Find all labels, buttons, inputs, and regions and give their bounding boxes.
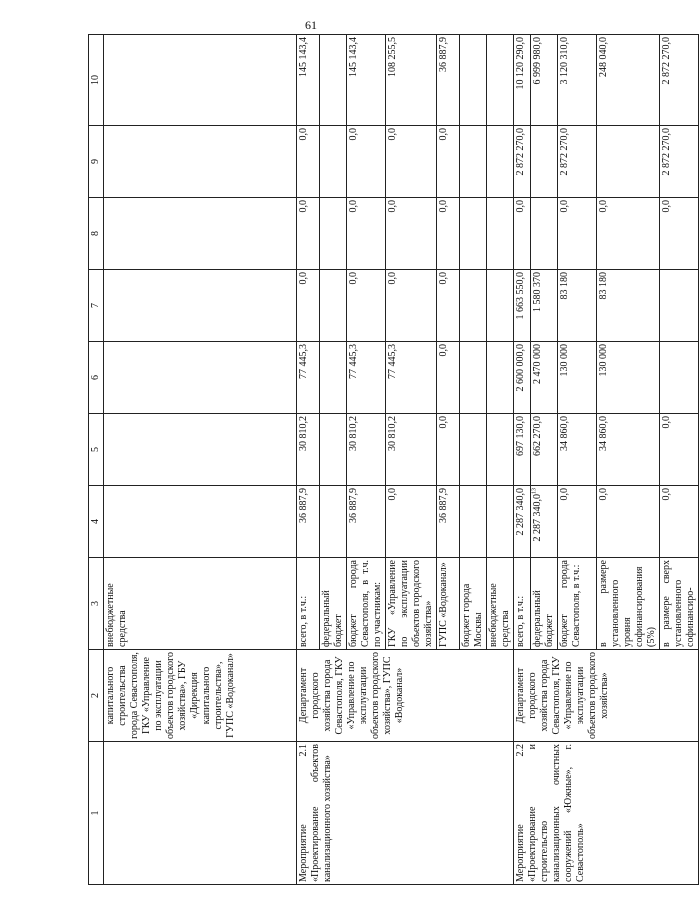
value-cell: 30 810,2 [347,414,386,486]
value-cell [487,414,514,486]
source-cell: всего, в т.ч.: [514,558,531,650]
value-cell [660,270,699,342]
value-cell: 0,0 [347,198,386,270]
cell-empty [104,35,297,126]
value-cell [487,270,514,342]
value-cell: 0,0 [297,270,320,342]
source-cell: бюджет города Севастополя, в т.ч.: [558,558,597,650]
value-cell: 2 600 000,0 [514,342,531,414]
col-header-3: 3 [89,558,104,650]
value-cell [487,198,514,270]
source-cell: бюджет города Москвы [460,558,487,650]
table-row [104,35,297,885]
value-cell: 34 860,0 [558,414,597,486]
value-cell: 1 663 550,0 [514,270,531,342]
executors-cell: капитального строительства города Севастополя, ГКУ «Управление по эксплуатации объектов городского хозяйства», ГБУ «Дирекция капитального строительства», ГУПС «Водоканал» [104,650,297,742]
value-cell: 77 445,3 [347,342,386,414]
value-cell: 2 872 270,0 [660,35,699,126]
value-cell: 145 143,4 [347,35,386,126]
source-cell: в размере сверх установленного софинансиро- [660,558,699,650]
value-cell [320,414,347,486]
measure-executors-2-2: Департамент городского хозяйства города Севастополя, ГКУ «Управление по эксплуатации объектов городского хозяйства» [514,650,699,742]
source-cell: ГУПС «Водоканал» [437,558,460,650]
source-cell: федеральный бюджет [320,558,347,650]
cell-empty [104,270,297,342]
value-cell: 30 810,2 [297,414,320,486]
value-cell: 2 872 270,0 [514,126,531,198]
value-cell: 0,0 [558,198,597,270]
value-text: 2 287 340,0 [532,494,543,542]
value-cell [320,270,347,342]
value-cell: 145 143,4 [297,35,320,126]
value-cell [460,35,487,126]
value-cell: 0,0 [660,486,699,558]
value-cell: 0,0 [297,198,320,270]
value-cell: 0,0 [347,126,386,198]
page-number: 61 [305,18,317,32]
value-cell [460,414,487,486]
cell-empty [104,126,297,198]
value-cell [460,126,487,198]
value-cell: 0,0 [437,342,460,414]
value-cell: 0,0 [437,414,460,486]
table-row [514,35,531,885]
value-cell [460,486,487,558]
value-cell: 1 580 370 [531,270,558,342]
col-header-1: 1 [89,742,104,885]
value-cell: 36 887,9 [437,35,460,126]
value-cell: 36 887,9 [437,486,460,558]
value-cell: 0,0 [437,126,460,198]
value-cell: 30 810,2 [386,414,437,486]
value-cell [320,486,347,558]
program-table [88,34,699,885]
value-cell: 108 255,5 [386,35,437,126]
value-cell: 2 470 000 [531,342,558,414]
col-header-5: 5 [89,414,104,486]
value-cell [531,198,558,270]
value-cell: 77 445,3 [297,342,320,414]
measure-executors-2-1: Департамент городского хозяйства города Севастополя, ГКУ «Управление по эксплуатации объектов городского хозяйства», ГУПС «Водоканал» [297,650,514,742]
value-cell: 2 872 270,0 [660,126,699,198]
value-cell [320,342,347,414]
value-cell: 36 887,9 [297,486,320,558]
cell-empty [104,342,297,414]
source-cell: в размере установленного уровня софинансирования (5%) [597,558,660,650]
col-header-4: 4 [89,486,104,558]
value-cell: 0,0 [597,198,660,270]
col-header-6: 6 [89,342,104,414]
value-cell: 0,0 [558,486,597,558]
value-cell: 697 130,0 [514,414,531,486]
value-cell: 130 000 [558,342,597,414]
source-cell: внебюджетные средства [104,558,297,650]
value-cell: 0,0 [347,270,386,342]
value-cell: 3 120 310,0 [558,35,597,126]
value-cell [320,126,347,198]
col-header-2: 2 [89,650,104,742]
value-cell [460,270,487,342]
source-cell: федеральный бюджет [531,558,558,650]
source-cell: ГКУ «Управление по эксплуатации объектов городского хозяйства» [386,558,437,650]
measure-name-2-1: Мероприятие 2.1 «Проектирование объектов канализационного хозяйства» [297,742,514,885]
col-header-7: 7 [89,270,104,342]
value-cell [531,486,558,558]
cell-empty [104,742,297,885]
value-cell: 10 120 290,0 [514,35,531,126]
rotated-table-wrapper [88,35,696,885]
value-cell: 83 180 [597,270,660,342]
value-cell [320,198,347,270]
value-cell [460,198,487,270]
value-cell: 130 000 [597,342,660,414]
value-cell [531,126,558,198]
source-cell: бюджет города Севастополя, в т.ч. по участникам: [347,558,386,650]
value-cell: 2 872 270,0 [558,126,597,198]
col-header-8: 8 [89,198,104,270]
header-row [89,35,104,885]
value-cell: 0,0 [660,414,699,486]
value-cell: 34 860,0 [597,414,660,486]
value-cell [460,342,487,414]
cell-empty [104,198,297,270]
value-cell: 0,0 [386,198,437,270]
value-cell: 0,0 [597,486,660,558]
value-cell: 0,0 [386,126,437,198]
value-cell [487,35,514,126]
value-cell: 0,0 [660,198,699,270]
value-cell: 248 040,0 [597,35,660,126]
value-cell [320,35,347,126]
source-cell: внебюджетные средства [487,558,514,650]
value-cell [487,486,514,558]
value-cell [597,126,660,198]
cell-empty [104,414,297,486]
value-cell: 0,0 [297,126,320,198]
value-cell: 0,0 [437,270,460,342]
value-cell: 77 445,3 [386,342,437,414]
value-cell: 2 287 340,0 [514,486,531,558]
value-cell: 0,0 [386,486,437,558]
value-cell: 83 180 [558,270,597,342]
value-cell: 0,0 [437,198,460,270]
value-cell: 36 887,9 [347,486,386,558]
value-cell: 0,0 [514,198,531,270]
footnote-mark: 13 [531,488,538,494]
source-cell: всего, в т.ч.: [297,558,320,650]
value-cell [487,126,514,198]
col-header-10: 10 [89,35,104,126]
value-cell [487,342,514,414]
cell-empty [104,486,297,558]
value-cell [660,342,699,414]
value-cell: 662 270,0 [531,414,558,486]
table-row [297,35,320,885]
value-cell: 0,0 [386,270,437,342]
value-cell: 6 999 980,0 [531,35,558,126]
measure-name-2-2: Мероприятие 2.2 «Проектирование и строительство канализационных очистных сооружений «Южные», г. Севастополь» [514,742,699,885]
col-header-9: 9 [89,126,104,198]
